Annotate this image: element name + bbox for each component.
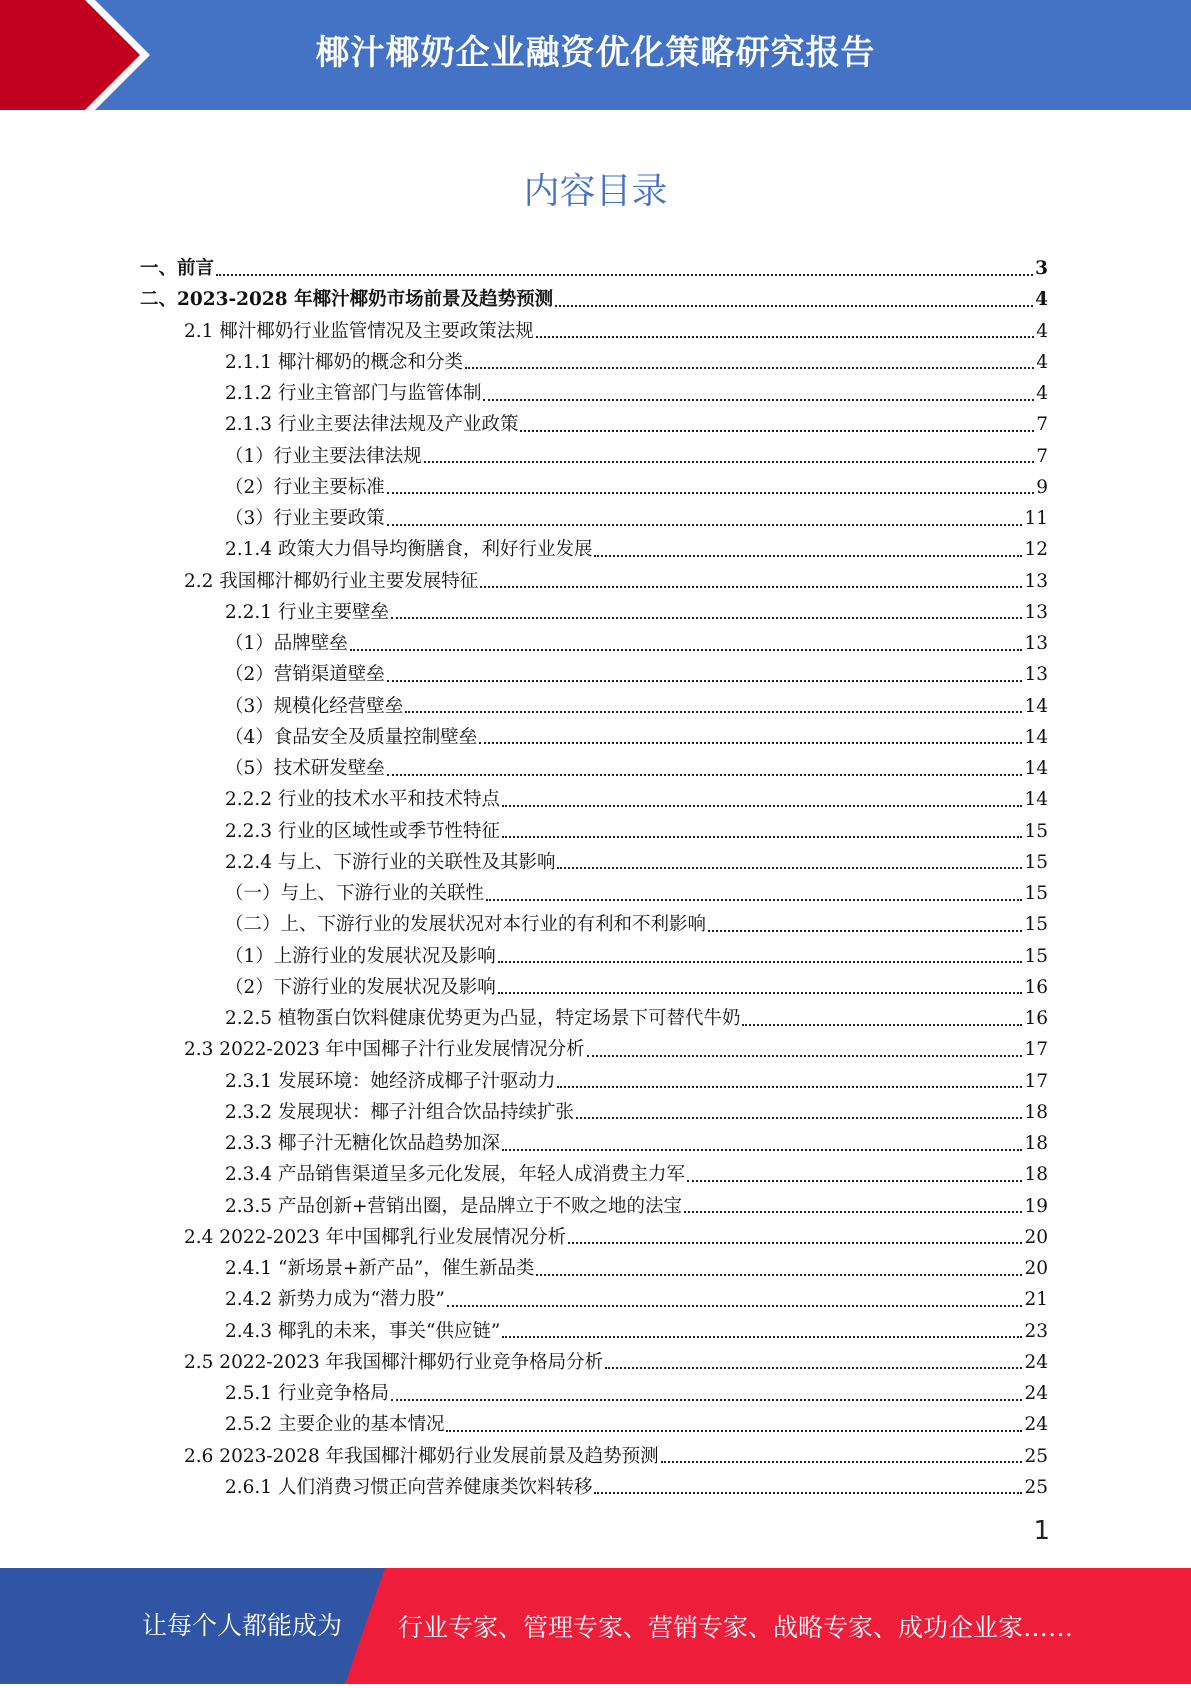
toc-entry[interactable] bbox=[140, 628, 1048, 659]
toc-entry[interactable] bbox=[140, 753, 1048, 784]
toc-leader-dots bbox=[536, 1274, 1022, 1276]
toc-leader-dots bbox=[498, 961, 1023, 963]
toc-entry[interactable] bbox=[140, 503, 1048, 534]
toc-entry-title: 2.3.4 产品销售渠道呈多元化发展，年轻人成消费主力军 bbox=[225, 1164, 685, 1186]
toc-entry-page: 4 bbox=[1035, 289, 1048, 311]
toc-leader-dots bbox=[684, 1211, 1022, 1213]
toc-entry[interactable] bbox=[140, 1378, 1048, 1409]
toc-entry-title: 2.1.1 椰汁椰奶的概念和分类 bbox=[225, 351, 463, 373]
page-number: 1 bbox=[1033, 1516, 1050, 1546]
toc-entry-title: 2.5.1 行业竞争格局 bbox=[225, 1383, 389, 1404]
toc-entry-title: 2.5 2022-2023 年我国椰汁椰奶行业竞争格局分析 bbox=[184, 1351, 604, 1373]
toc-leader-dots bbox=[742, 1024, 1022, 1026]
toc-entry[interactable] bbox=[140, 722, 1048, 753]
toc-entry[interactable] bbox=[140, 409, 1048, 440]
toc-entry-page: 18 bbox=[1024, 1164, 1048, 1186]
toc-entry[interactable] bbox=[140, 1472, 1048, 1503]
toc-entry-title: （1）行业主要法律法规 bbox=[225, 445, 422, 467]
toc-entry-page: 16 bbox=[1024, 1008, 1048, 1029]
toc-entry-title: 2.2.3 行业的区域性或季节性特征 bbox=[225, 820, 500, 842]
toc-entry[interactable] bbox=[140, 1409, 1048, 1440]
toc-entry-title: 2.4.1 “新场景+新产品”，催生新品类 bbox=[225, 1258, 535, 1279]
toc-leader-dots bbox=[576, 1117, 1022, 1119]
toc-leader-dots bbox=[446, 1430, 1022, 1432]
toc-entry-page: 7 bbox=[1036, 414, 1048, 436]
toc-entry[interactable] bbox=[140, 441, 1048, 472]
toc-leader-dots bbox=[483, 399, 1034, 401]
toc-entry-title: 2.3.2 发展现状：椰子汁组合饮品持续扩张 bbox=[225, 1101, 574, 1123]
toc-entry-page: 9 bbox=[1036, 476, 1048, 498]
toc-entry-title: 2.1.2 行业主管部门与监管体制 bbox=[225, 383, 482, 404]
report-title: 椰汁椰奶企业融资优化策略研究报告 bbox=[315, 33, 876, 73]
toc-entry-page: 14 bbox=[1024, 695, 1048, 717]
toc-entry-page: 13 bbox=[1024, 601, 1048, 623]
toc-entry-title: （2）营销渠道壁垒 bbox=[225, 664, 385, 686]
toc-entry-page: 18 bbox=[1024, 1101, 1048, 1123]
toc-leader-dots bbox=[447, 1305, 1023, 1307]
toc-leader-dots bbox=[387, 680, 1023, 682]
toc-entry[interactable] bbox=[140, 941, 1048, 972]
toc-entry-page: 23 bbox=[1024, 1320, 1048, 1342]
footer-slogan-left: 让每个人都能成为 bbox=[142, 1611, 343, 1640]
toc-entry[interactable] bbox=[140, 659, 1048, 690]
toc-leader-dots bbox=[405, 711, 1022, 713]
toc-entry-page: 3 bbox=[1035, 258, 1048, 279]
toc-heading: 内容目录 bbox=[523, 171, 668, 212]
toc-entry[interactable] bbox=[140, 1284, 1048, 1315]
toc-entry-page: 25 bbox=[1024, 1476, 1048, 1498]
toc-leader-dots bbox=[424, 461, 1034, 463]
toc-entry-title: 2.4 2022-2023 年中国椰乳行业发展情况分析 bbox=[184, 1226, 567, 1248]
footer-slogan-right: 行业专家、管理专家、营销专家、战略专家、成功企业家…… bbox=[398, 1613, 1074, 1642]
toc-entry-title: 2.5.2 主要企业的基本情况 bbox=[225, 1414, 445, 1436]
toc-entry[interactable] bbox=[140, 1222, 1048, 1253]
toc-entry[interactable] bbox=[140, 909, 1048, 940]
toc-leader-dots bbox=[502, 836, 1022, 838]
toc-entry-title: （4）食品安全及质量控制壁垒 bbox=[225, 726, 478, 748]
toc-entry-page: 13 bbox=[1024, 570, 1048, 592]
toc-entry-title: 2.3.1 发展环境：她经济成椰子汁驱动力 bbox=[225, 1070, 556, 1092]
table-of-contents bbox=[140, 253, 1048, 1503]
footer-banner bbox=[0, 1568, 1191, 1684]
toc-leader-dots bbox=[391, 1399, 1022, 1401]
toc-entry-title: 2.4.3 椰乳的未来，事关“供应链” bbox=[225, 1320, 501, 1342]
toc-entry[interactable] bbox=[140, 253, 1048, 284]
toc-leader-dots bbox=[465, 367, 1034, 369]
toc-leader-dots bbox=[502, 1149, 1022, 1151]
toc-entry-title: （3）规模化经营壁垒 bbox=[225, 695, 404, 717]
toc-entry-page: 4 bbox=[1036, 383, 1048, 404]
toc-entry[interactable] bbox=[140, 1159, 1048, 1190]
toc-entry-title: 2.1.4 政策大力倡导均衡膳食，利好行业发展 bbox=[225, 539, 593, 561]
toc-entry[interactable] bbox=[140, 1253, 1048, 1284]
toc-entry-title: 2.1.3 行业主要法律法规及产业政策 bbox=[225, 414, 519, 436]
toc-leader-dots bbox=[387, 524, 1023, 526]
toc-leader-dots bbox=[555, 305, 1033, 307]
toc-entry-title: （2）行业主要标准 bbox=[225, 476, 385, 498]
toc-entry-title: （2）下游行业的发展状况及影响 bbox=[225, 976, 496, 998]
toc-entry[interactable] bbox=[140, 784, 1048, 815]
toc-entry-page: 21 bbox=[1024, 1289, 1048, 1311]
toc-entry-page: 15 bbox=[1024, 914, 1048, 936]
toc-entry-page: 17 bbox=[1024, 1039, 1048, 1061]
toc-entry[interactable] bbox=[140, 284, 1048, 315]
toc-leader-dots bbox=[687, 1180, 1022, 1182]
toc-leader-dots bbox=[479, 742, 1022, 744]
toc-entry-page: 13 bbox=[1024, 633, 1048, 654]
toc-entry-page: 15 bbox=[1024, 883, 1048, 904]
toc-entry-page: 20 bbox=[1024, 1226, 1048, 1248]
toc-leader-dots bbox=[350, 649, 1023, 651]
toc-entry[interactable] bbox=[140, 566, 1048, 597]
toc-leader-dots bbox=[502, 1336, 1022, 1338]
toc-entry-page: 19 bbox=[1024, 1195, 1048, 1217]
toc-entry[interactable] bbox=[140, 1003, 1048, 1034]
toc-entry[interactable] bbox=[140, 847, 1048, 878]
toc-entry[interactable] bbox=[140, 1316, 1048, 1347]
toc-entry[interactable] bbox=[140, 347, 1048, 378]
toc-leader-dots bbox=[520, 430, 1034, 432]
toc-entry[interactable] bbox=[140, 1191, 1048, 1222]
toc-leader-dots bbox=[594, 1492, 1022, 1494]
toc-leader-dots bbox=[605, 1367, 1022, 1369]
toc-entry-title: 2.3.3 椰子汁无糖化饮品趋势加深 bbox=[225, 1133, 500, 1154]
toc-entry-page: 25 bbox=[1024, 1445, 1048, 1467]
toc-entry-page: 24 bbox=[1024, 1414, 1048, 1436]
toc-entry-title: （一）与上、下游行业的关联性 bbox=[225, 883, 485, 904]
toc-entry[interactable] bbox=[140, 816, 1048, 847]
toc-entry-page: 12 bbox=[1024, 539, 1048, 561]
toc-entry-title: 二、2023-2028 年椰汁椰奶市场前景及趋势预测 bbox=[140, 289, 554, 311]
toc-entry-title: 2.6 2023-2028 年我国椰汁椰奶行业发展前景及趋势预测 bbox=[184, 1445, 659, 1467]
toc-entry[interactable] bbox=[140, 472, 1048, 503]
toc-leader-dots bbox=[587, 1055, 1023, 1057]
toc-entry-page: 15 bbox=[1024, 851, 1048, 873]
toc-entry-title: 2.1 椰汁椰奶行业监管情况及主要政策法规 bbox=[184, 320, 534, 342]
toc-entry-page: 4 bbox=[1036, 320, 1048, 342]
toc-entry[interactable] bbox=[140, 1347, 1048, 1378]
toc-entry-title: （1）品牌壁垒 bbox=[225, 633, 348, 654]
chevron-red-icon bbox=[0, 0, 140, 110]
toc-entry[interactable] bbox=[140, 597, 1048, 628]
toc-entry[interactable] bbox=[140, 1128, 1048, 1159]
toc-leader-dots bbox=[661, 1461, 1023, 1463]
toc-leader-dots bbox=[387, 774, 1023, 776]
toc-entry-title: （1）上游行业的发展状况及影响 bbox=[225, 945, 496, 967]
toc-leader-dots bbox=[498, 992, 1023, 994]
toc-entry-title: 2.6.1 人们消费习惯正向营养健康类饮料转移 bbox=[225, 1476, 593, 1498]
toc-entry-page: 14 bbox=[1024, 758, 1048, 779]
toc-leader-dots bbox=[216, 274, 1033, 276]
toc-entry[interactable] bbox=[140, 972, 1048, 1003]
header-banner bbox=[0, 0, 1191, 110]
toc-entry-title: 一、前言 bbox=[140, 258, 215, 279]
toc-entry-page: 14 bbox=[1024, 726, 1048, 748]
toc-leader-dots bbox=[387, 492, 1034, 494]
toc-entry-title: （二）上、下游行业的发展状况对本行业的有利和不利影响 bbox=[225, 914, 707, 936]
toc-leader-dots bbox=[557, 1086, 1022, 1088]
toc-entry-page: 11 bbox=[1024, 508, 1048, 529]
toc-entry[interactable] bbox=[140, 878, 1048, 909]
toc-leader-dots bbox=[568, 1242, 1022, 1244]
toc-leader-dots bbox=[594, 555, 1022, 557]
toc-entry-page: 16 bbox=[1024, 976, 1048, 998]
toc-leader-dots bbox=[480, 586, 1022, 588]
toc-entry[interactable] bbox=[140, 378, 1048, 409]
toc-entry-title: 2.2.4 与上、下游行业的关联性及其影响 bbox=[225, 851, 556, 873]
toc-entry-page: 24 bbox=[1024, 1383, 1048, 1404]
toc-entry-page: 13 bbox=[1024, 664, 1048, 686]
toc-leader-dots bbox=[391, 617, 1022, 619]
toc-entry-page: 20 bbox=[1024, 1258, 1048, 1279]
toc-entry[interactable] bbox=[140, 1066, 1048, 1097]
toc-entry-title: 2.2.1 行业主要壁垒 bbox=[225, 601, 389, 623]
toc-entry-title: 2.3 2022-2023 年中国椰子汁行业发展情况分析 bbox=[184, 1039, 585, 1061]
toc-entry[interactable] bbox=[140, 691, 1048, 722]
toc-entry-title: （5）技术研发壁垒 bbox=[225, 758, 385, 779]
toc-entry-title: 2.2.5 植物蛋白饮料健康优势更为凸显，特定场景下可替代牛奶 bbox=[225, 1008, 741, 1029]
toc-entry-page: 14 bbox=[1024, 789, 1048, 811]
toc-leader-dots bbox=[502, 805, 1022, 807]
toc-entry[interactable] bbox=[140, 1097, 1048, 1128]
toc-entry-page: 15 bbox=[1024, 820, 1048, 842]
toc-leader-dots bbox=[486, 899, 1022, 901]
toc-entry-page: 15 bbox=[1024, 945, 1048, 967]
toc-entry-title: 2.4.2 新势力成为“潜力股” bbox=[225, 1289, 445, 1311]
toc-entry[interactable] bbox=[140, 534, 1048, 565]
toc-entry-title: （3）行业主要政策 bbox=[225, 508, 385, 529]
toc-entry-page: 7 bbox=[1036, 445, 1048, 467]
toc-entry-page: 4 bbox=[1036, 351, 1048, 373]
toc-leader-dots bbox=[708, 930, 1022, 932]
toc-entry-page: 18 bbox=[1024, 1133, 1048, 1154]
toc-entry[interactable] bbox=[140, 316, 1048, 347]
toc-entry-title: 2.2.2 行业的技术水平和技术特点 bbox=[225, 789, 500, 811]
toc-leader-dots bbox=[557, 867, 1022, 869]
toc-entry-title: 2.2 我国椰汁椰奶行业主要发展特征 bbox=[184, 570, 479, 592]
toc-entry-title: 2.3.5 产品创新+营销出圈，是品牌立于不败之地的法宝 bbox=[225, 1195, 682, 1217]
toc-entry-page: 17 bbox=[1024, 1070, 1048, 1092]
toc-leader-dots bbox=[536, 336, 1034, 338]
toc-entry-page: 24 bbox=[1024, 1351, 1048, 1373]
toc-entry[interactable] bbox=[140, 1441, 1048, 1472]
toc-entry[interactable] bbox=[140, 1034, 1048, 1065]
